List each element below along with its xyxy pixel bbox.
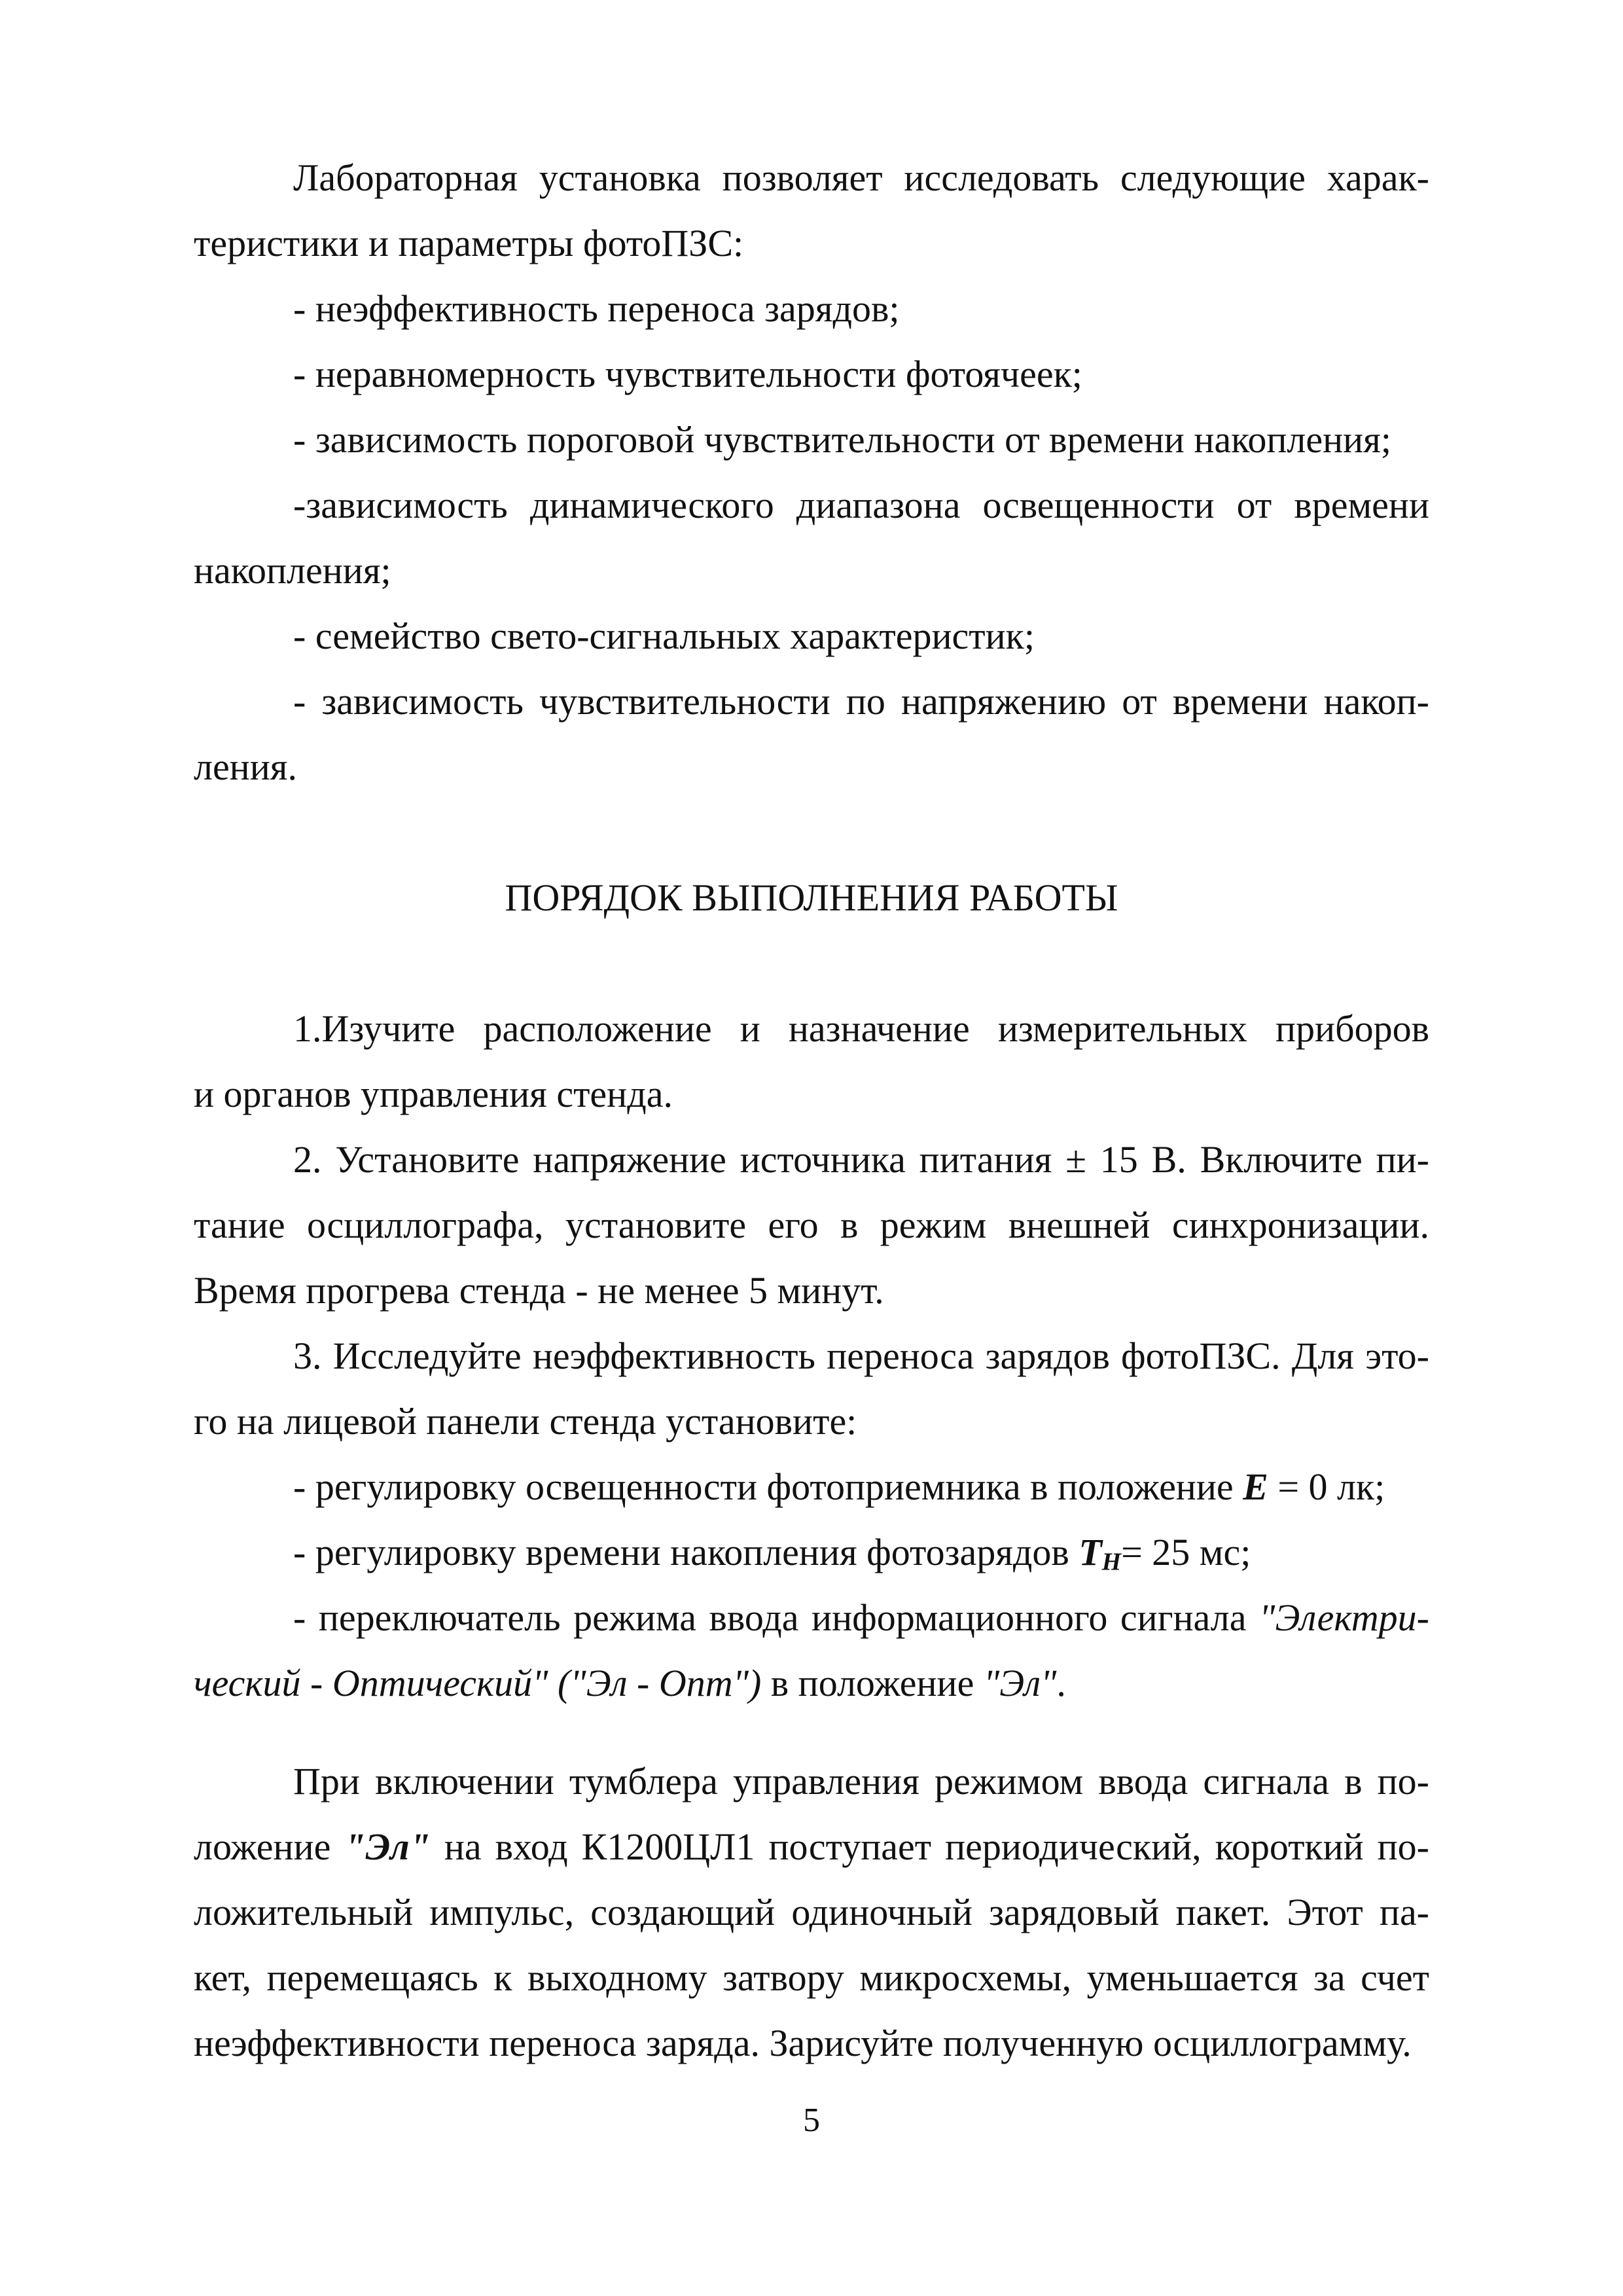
paragraph-text: на вход К1200ЦЛ1 поступает периодический, короткий по- bbox=[430, 1825, 1429, 1868]
setting-text: - переключатель режима ввода информационного сигнала bbox=[293, 1596, 1260, 1639]
paragraph-text: ложение bbox=[194, 1825, 345, 1868]
paragraph-line-4: кет, перемещаясь к выходному затвору микросхемы, уменьшается за счет bbox=[194, 1956, 1429, 1999]
list-item: - неэффективность переноса зарядов; bbox=[293, 287, 900, 330]
step-1-line-2: и органов управления стенда. bbox=[194, 1073, 673, 1115]
setting-accumulation-time bbox=[293, 1529, 1429, 1586]
symbol-subscript-h: H bbox=[1101, 1548, 1122, 1576]
list-item: -зависимость динамического диапазона освещенности от времени bbox=[293, 484, 1429, 526]
paragraph-line-2 bbox=[194, 1823, 1429, 1871]
list-item: - зависимость пороговой чувствительности от времени накопления; bbox=[293, 418, 1391, 461]
setting-value: = 25 мс; bbox=[1121, 1531, 1251, 1573]
step-2-line-1: 2. Установите напряжение источника питания ± 15 В. Включите пи- bbox=[293, 1138, 1429, 1181]
list-item: - семейство свето-сигнальных характеристик; bbox=[293, 615, 1035, 657]
list-item: - зависимость чувствительности по напряжению от времени накоп- bbox=[293, 680, 1429, 723]
setting-text: - регулировку времени накопления фотозарядов bbox=[293, 1531, 1079, 1573]
switch-position-italic: "Эл" bbox=[983, 1662, 1057, 1704]
intro-line-2: теристики и параметры фотоПЗС: bbox=[194, 222, 744, 264]
setting-illumination bbox=[293, 1463, 1429, 1511]
switch-label-italic: "Электри- bbox=[1259, 1596, 1429, 1639]
setting-text: в положение bbox=[761, 1662, 984, 1704]
section-title: ПОРЯДОК ВЫПОЛНЕНИЯ РАБОТЫ bbox=[505, 876, 1118, 919]
list-item-continuation: накопления; bbox=[194, 549, 391, 592]
page-number: 5 bbox=[803, 2102, 820, 2139]
step-3-line-1: 3. Исследуйте неэффективность переноса зарядов фотоПЗС. Для это- bbox=[293, 1335, 1429, 1377]
step-2-line-3: Время прогрева стенда - не менее 5 минут. bbox=[194, 1269, 884, 1312]
list-item-continuation: ления. bbox=[194, 745, 297, 788]
switch-label-italic: ческий - Оптический" ("Эл - Опт") bbox=[194, 1662, 762, 1704]
setting-switch-line-1 bbox=[293, 1594, 1429, 1641]
step-2-line-2: тание осциллографа, установите его в режим внешней синхронизации. bbox=[194, 1204, 1429, 1246]
setting-text: . bbox=[1056, 1662, 1066, 1704]
list-item: - неравномерность чувствительности фотоячеек; bbox=[293, 353, 1082, 395]
paragraph-line-3: ложительный импульс, создающий одиночный зарядовый пакет. Этот па- bbox=[194, 1891, 1429, 1933]
paragraph-line-5: неэффективности переноса заряда. Зарисуйте полученную осциллограмму. bbox=[194, 2022, 1412, 2064]
symbol-e: E bbox=[1243, 1465, 1268, 1508]
setting-value: = 0 лк; bbox=[1268, 1465, 1385, 1508]
mode-el-bold: "Эл" bbox=[344, 1825, 431, 1868]
setting-switch-line-2 bbox=[194, 1660, 1429, 1707]
symbol-t: T bbox=[1079, 1531, 1102, 1573]
intro-line-1: Лабораторная установка позволяет исследовать следующие харак- bbox=[293, 156, 1429, 199]
setting-text: - регулировку освещенности фотоприемника в положение bbox=[293, 1465, 1243, 1508]
step-1-line-1: 1.Изучите расположение и назначение измерительных приборов bbox=[293, 1007, 1429, 1050]
paragraph-line-1: При включении тумблера управления режимом ввода сигнала в по- bbox=[293, 1760, 1429, 1803]
step-3-line-2: го на лицевой панели стенда установите: bbox=[194, 1400, 857, 1443]
